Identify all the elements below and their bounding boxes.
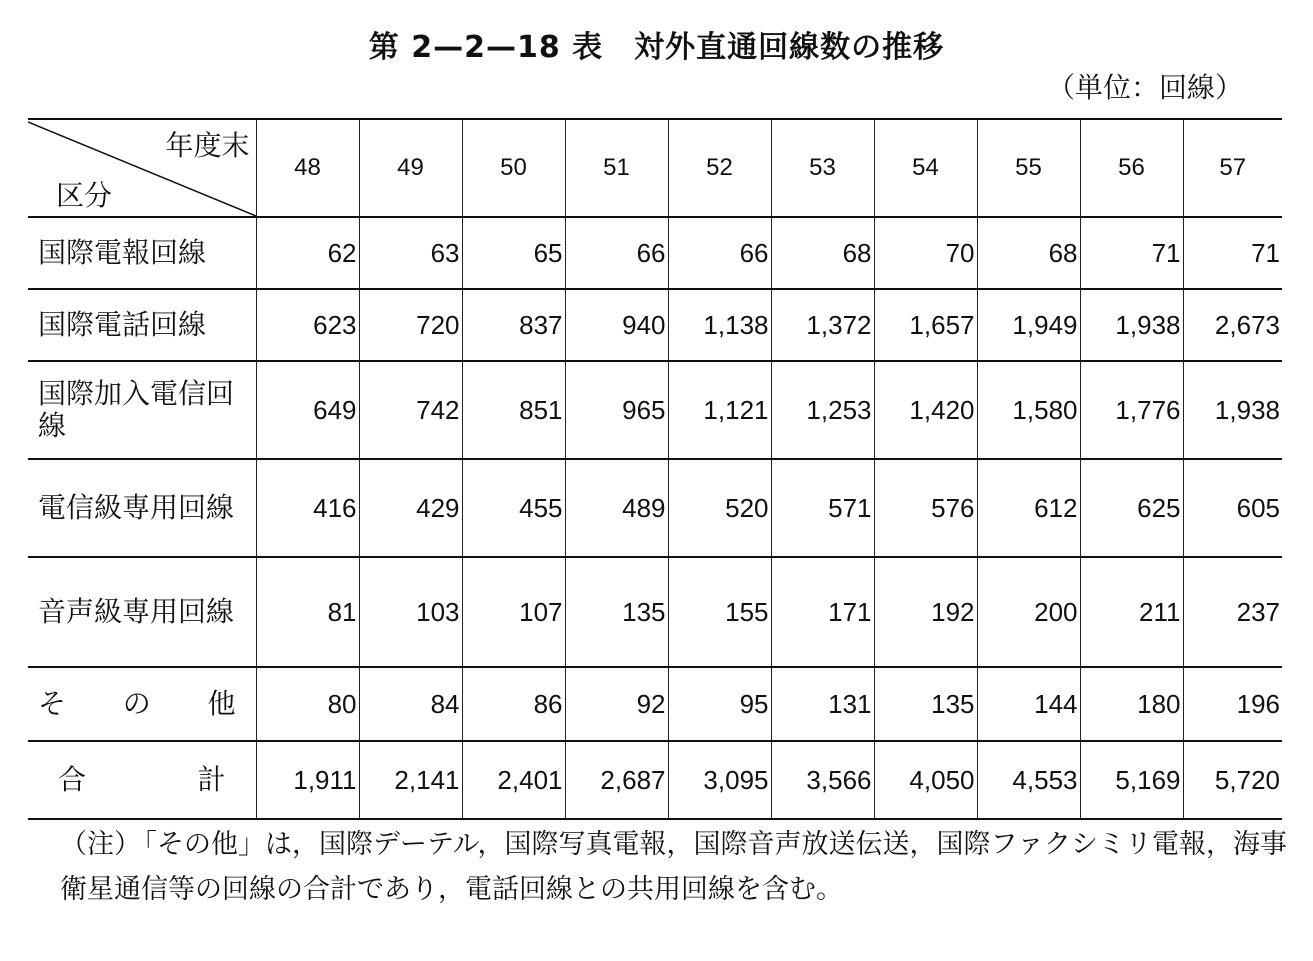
table-cell: 70 xyxy=(874,217,977,289)
table-cell: 4,553 xyxy=(977,741,1080,819)
row-label: 国際電報回線 xyxy=(28,217,256,289)
table-row xyxy=(28,217,1282,289)
table-cell: 851 xyxy=(462,361,565,459)
table-cell: 86 xyxy=(462,667,565,741)
table-cell: 5,720 xyxy=(1183,741,1282,819)
table-row xyxy=(28,557,1282,667)
table-cell: 1,911 xyxy=(256,741,359,819)
table-cell: 1,138 xyxy=(668,289,771,361)
table-row xyxy=(28,289,1282,361)
table-cell: 3,566 xyxy=(771,741,874,819)
table-row xyxy=(28,667,1282,741)
year-header: 51 xyxy=(565,119,668,217)
table-cell: 196 xyxy=(1183,667,1282,741)
table-cell: 965 xyxy=(565,361,668,459)
table-cell: 68 xyxy=(977,217,1080,289)
table-cell: 4,050 xyxy=(874,741,977,819)
table-cell: 84 xyxy=(359,667,462,741)
corner-header-cell xyxy=(28,119,256,217)
year-header: 49 xyxy=(359,119,462,217)
table-cell: 837 xyxy=(462,289,565,361)
table-row-total xyxy=(28,741,1282,819)
table-cell: 625 xyxy=(1080,459,1183,557)
table-cell: 742 xyxy=(359,361,462,459)
table-cell: 1,121 xyxy=(668,361,771,459)
spread-label xyxy=(38,764,256,796)
table-cell: 1,372 xyxy=(771,289,874,361)
table-cell: 649 xyxy=(256,361,359,459)
row-label: 音声級専用回線 xyxy=(28,557,256,667)
table-row xyxy=(28,361,1282,459)
table-cell: 612 xyxy=(977,459,1080,557)
footnote-text: 「その他」は，国際デーテル，国際写真電報，国際音声放送伝送，国際ファクシミリ電報，海事衛星通信等の回線の合計であり，電話回線との共用回線を含む。 xyxy=(60,829,1287,905)
table-cell: 155 xyxy=(668,557,771,667)
table-cell: 605 xyxy=(1183,459,1282,557)
table-cell: 2,141 xyxy=(359,741,462,819)
table-cell: 489 xyxy=(565,459,668,557)
corner-label-year-end: 年度末 xyxy=(165,129,250,162)
table-cell: 940 xyxy=(565,289,668,361)
table-cell: 200 xyxy=(977,557,1080,667)
table-cell: 2,687 xyxy=(565,741,668,819)
spread-label xyxy=(38,688,256,720)
table-cell: 192 xyxy=(874,557,977,667)
unit-label: （単位：回線） xyxy=(1046,71,1243,104)
year-header: 50 xyxy=(462,119,565,217)
label-char: そ xyxy=(38,687,67,720)
row-label: 国際電話回線 xyxy=(28,289,256,361)
table-cell: 429 xyxy=(359,459,462,557)
table-cell: 95 xyxy=(668,667,771,741)
table-cell: 66 xyxy=(668,217,771,289)
table-title: 第 2—2—18 表 対外直通回線数の推移 xyxy=(368,30,945,65)
year-header: 48 xyxy=(256,119,359,217)
table-cell: 571 xyxy=(771,459,874,557)
table-cell: 2,673 xyxy=(1183,289,1282,361)
table-cell: 1,657 xyxy=(874,289,977,361)
footnote-marker: （注） xyxy=(60,829,141,860)
table-cell: 71 xyxy=(1080,217,1183,289)
table-cell: 1,253 xyxy=(771,361,874,459)
table-cell: 623 xyxy=(256,289,359,361)
table-cell: 1,420 xyxy=(874,361,977,459)
table-cell: 66 xyxy=(565,217,668,289)
table-cell: 3,095 xyxy=(668,741,771,819)
table-cell: 131 xyxy=(771,667,874,741)
table-cell: 135 xyxy=(565,557,668,667)
table-cell: 103 xyxy=(359,557,462,667)
footnote xyxy=(60,822,1290,912)
table-cell: 144 xyxy=(977,667,1080,741)
year-header: 54 xyxy=(874,119,977,217)
table-cell: 171 xyxy=(771,557,874,667)
year-header: 53 xyxy=(771,119,874,217)
table-cell: 65 xyxy=(462,217,565,289)
table-cell: 135 xyxy=(874,667,977,741)
table-cell: 63 xyxy=(359,217,462,289)
table-cell: 71 xyxy=(1183,217,1282,289)
table-cell: 68 xyxy=(771,217,874,289)
year-header: 52 xyxy=(668,119,771,217)
table-cell: 81 xyxy=(256,557,359,667)
data-table xyxy=(28,118,1282,820)
table-cell: 576 xyxy=(874,459,977,557)
table-cell: 92 xyxy=(565,667,668,741)
table-cell: 1,949 xyxy=(977,289,1080,361)
table-row xyxy=(28,459,1282,557)
row-label: 電信級専用回線 xyxy=(28,459,256,557)
header-row xyxy=(28,119,1282,217)
label-char: 合 xyxy=(58,763,87,796)
row-label-other xyxy=(28,667,256,741)
table-cell: 1,580 xyxy=(977,361,1080,459)
label-char: の xyxy=(122,687,151,720)
table-cell: 62 xyxy=(256,217,359,289)
table-cell: 1,938 xyxy=(1080,289,1183,361)
table-cell: 5,169 xyxy=(1080,741,1183,819)
row-label: 国際加入電信回線 xyxy=(28,361,256,459)
year-header: 57 xyxy=(1183,119,1282,217)
table-cell: 80 xyxy=(256,667,359,741)
table-cell: 520 xyxy=(668,459,771,557)
table-cell: 720 xyxy=(359,289,462,361)
year-header: 55 xyxy=(977,119,1080,217)
table-cell: 107 xyxy=(462,557,565,667)
row-label-total xyxy=(28,741,256,819)
table-cell: 211 xyxy=(1080,557,1183,667)
table-cell: 2,401 xyxy=(462,741,565,819)
table-cell: 237 xyxy=(1183,557,1282,667)
corner-label-category: 区分 xyxy=(56,179,113,212)
label-char: 計 xyxy=(197,763,226,796)
label-char: 他 xyxy=(207,687,236,720)
table-cell: 1,776 xyxy=(1080,361,1183,459)
table-cell: 1,938 xyxy=(1183,361,1282,459)
table-cell: 416 xyxy=(256,459,359,557)
table-cell: 455 xyxy=(462,459,565,557)
year-header: 56 xyxy=(1080,119,1183,217)
table-cell: 180 xyxy=(1080,667,1183,741)
